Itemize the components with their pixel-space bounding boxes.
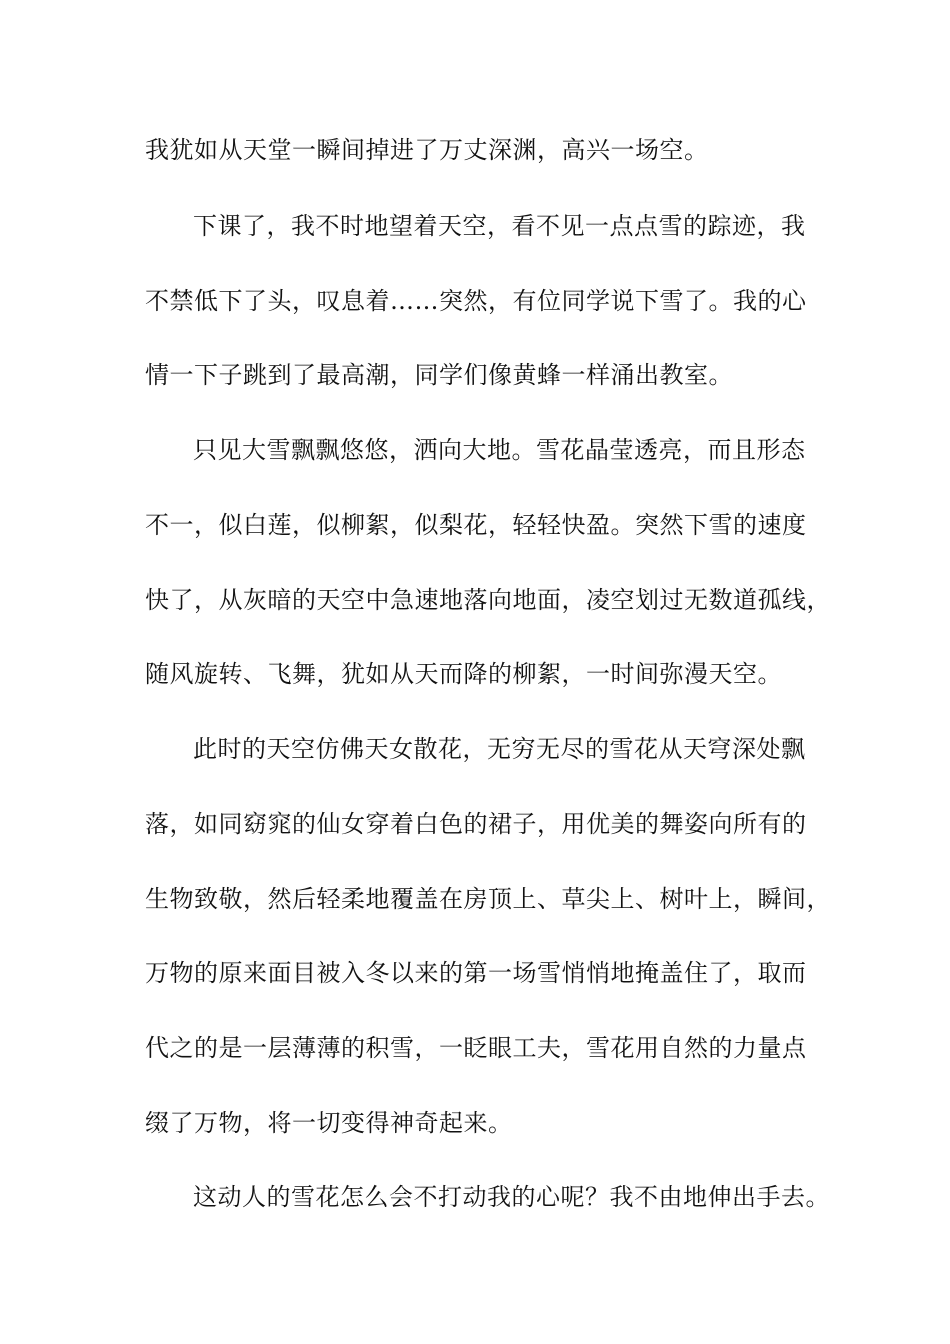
text-line: 缀了万物，将一切变得神奇起来。 [145,1109,513,1137]
text-line: 下课了，我不时地望着天空，看不见一点点雪的踪迹，我 [193,212,806,240]
text-line: 快了，从灰暗的天空中急速地落向地面，凌空划过无数道孤线， [145,586,831,614]
text-line: 不一，似白莲，似柳絮，似梨花，轻轻快盈。突然下雪的速度 [145,511,807,539]
text-line: 万物的原来面目被入冬以来的第一场雪悄悄地掩盖住了，取而 [145,959,807,987]
text-line: 此时的天空仿佛天女散花，无穷无尽的雪花从天穹深处飘 [193,735,806,763]
text-line: 落，如同窈窕的仙女穿着白色的裙子，用优美的舞姿向所有的 [145,810,807,838]
text-line: 只见大雪飘飘悠悠，洒向大地。雪花晶莹透亮，而且形态 [193,436,806,464]
text-line: 不禁低下了头，叹息着……突然，有位同学说下雪了。我的心 [145,287,807,315]
text-line: 代之的是一层薄薄的积雪，一眨眼工夫，雪花用自然的力量点 [145,1034,807,1062]
text-line: 情一下子跳到了最高潮，同学们像黄蜂一样涌出教室。 [145,361,733,389]
text-line: 这动人的雪花怎么会不打动我的心呢？我不由地伸出手去。 [193,1183,830,1211]
text-line: 我犹如从天堂一瞬间掉进了万丈深渊，高兴一场空。 [145,136,709,164]
text-line: 随风旋转、飞舞，犹如从天而降的柳絮，一时间弥漫天空。 [145,660,782,688]
text-line: 生物致敬，然后轻柔地覆盖在房顶上、草尖上、树叶上，瞬间， [145,885,831,913]
